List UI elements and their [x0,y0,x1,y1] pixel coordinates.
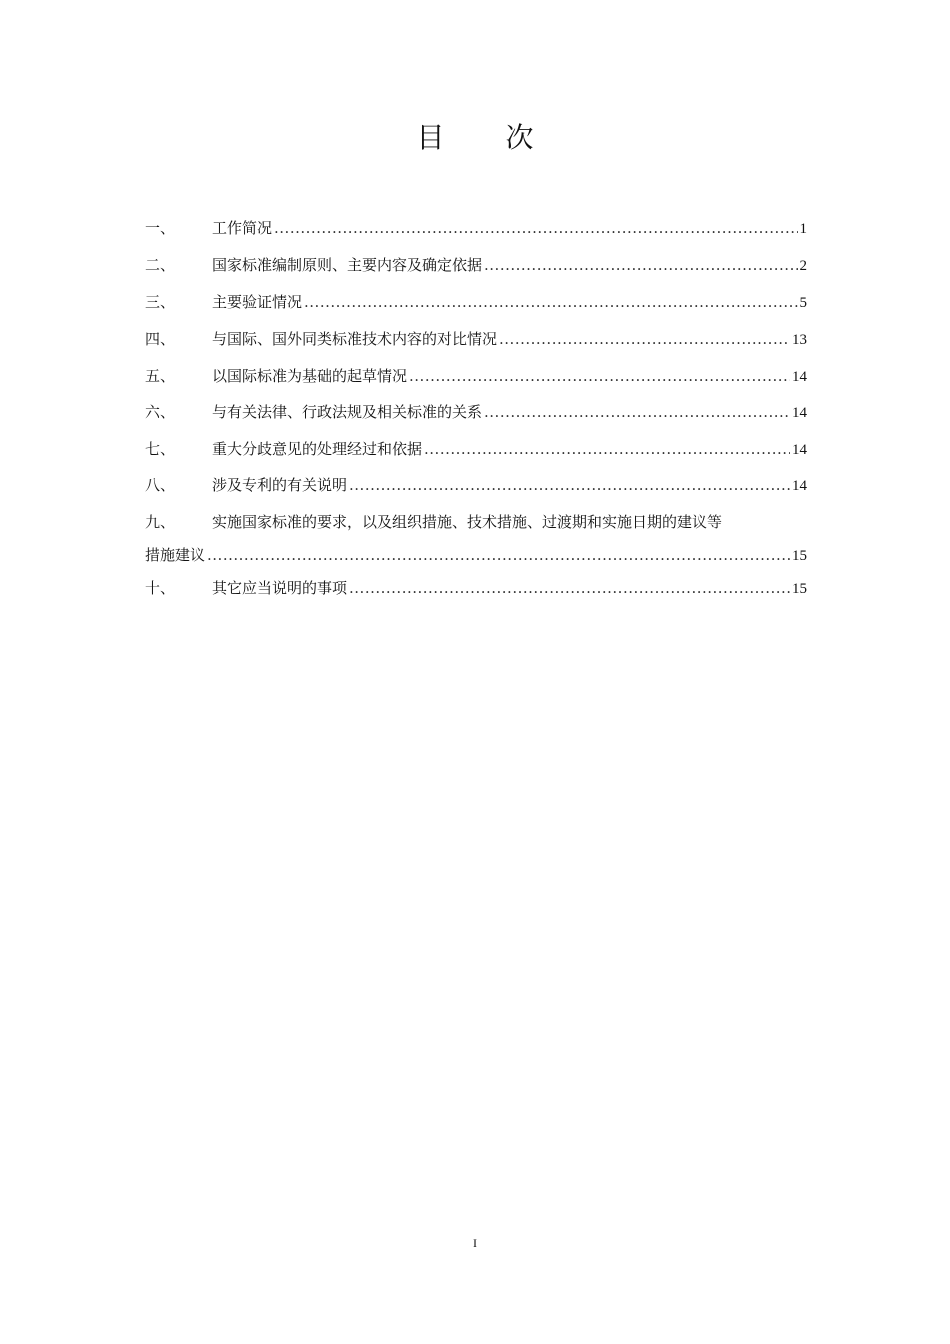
toc-entry-number: 五、 [145,367,176,385]
page-title: 目 次 [416,121,560,154]
toc-entry-number: 二、 [145,256,176,274]
toc-entry-title: 其它应当说明的事项 [212,579,348,597]
toc-entry-8[interactable] [145,474,807,497]
toc-entry-page: 15 [792,548,807,564]
toc-entry-1[interactable] [145,217,807,240]
toc-entry-number: 三、 [145,293,176,311]
page-number-footer: I [473,1236,477,1250]
toc-dot-leader [274,217,797,239]
toc-entry-page: 1 [799,221,807,237]
toc-entry-4[interactable] [145,328,807,351]
toc-entry-3[interactable] [145,291,807,314]
toc-entry-number: 六、 [145,403,176,421]
toc-entry-title: 与有关法律、行政法规及相关标准的关系 [212,403,483,421]
toc-dot-leader [499,328,790,350]
toc-entry-title: 涉及专利的有关说明 [212,476,348,494]
toc-dot-leader [409,365,790,387]
toc-entry-page: 15 [792,581,807,597]
toc-entry-title-line2: 措施建议 [145,546,206,564]
toc-entry-10[interactable] [145,577,807,600]
toc-dot-leader [484,254,797,276]
toc-entry-page: 14 [792,442,807,458]
toc-entry-page: 14 [792,478,807,494]
toc-entry-title: 国家标准编制原则、主要内容及确定依据 [212,256,483,274]
toc-entry-title: 重大分歧意见的处理经过和依据 [212,440,423,458]
toc-entry-title: 与国际、国外同类标准技术内容的对比情况 [212,330,498,348]
toc-entry-page: 14 [792,405,807,421]
toc-entry-5[interactable] [145,365,807,388]
toc-dot-leader [349,577,790,599]
toc-entry-7[interactable] [145,438,807,461]
toc-entry-page: 13 [792,332,807,348]
toc-entry-9[interactable] [145,511,807,567]
toc-entry-number: 一、 [145,219,176,237]
toc-entry-2[interactable] [145,254,807,277]
toc-dot-leader [424,438,790,460]
toc-entry-number: 九、 [145,513,176,531]
toc-dot-leader [207,544,790,566]
toc-dot-leader [349,474,790,496]
toc-entry-number: 十、 [145,579,176,597]
toc-dot-leader [484,401,790,423]
toc-entry-title: 以国际标准为基础的起草情况 [212,367,408,385]
toc-entry-page: 5 [799,295,807,311]
toc-dot-leader [304,291,797,313]
toc-entry-page: 14 [792,369,807,385]
toc-entry-number: 四、 [145,330,176,348]
toc-entry-title: 主要验证情况 [212,293,303,311]
toc-entry-title: 工作简况 [212,219,273,237]
toc-entry-6[interactable] [145,401,807,424]
toc-entry-page: 2 [799,258,807,274]
toc-entry-number: 七、 [145,440,176,458]
toc-entry-title-line1: 实施国家标准的要求，以及组织措施、技术措施、过渡期和实施日期的建议等 [212,513,723,531]
toc-entry-number: 八、 [145,476,176,494]
